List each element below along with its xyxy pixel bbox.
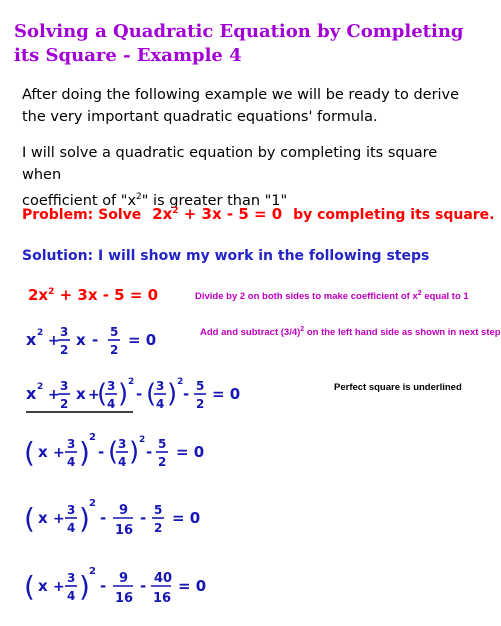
svg-text:= 0: = 0 [176,443,205,461]
svg-text:= 0: = 0 [172,509,201,527]
svg-text:2: 2 [89,498,96,509]
intro-paragraph: After doing the following example we will be ready to derive the very important quadratic equations' formula. [22,87,460,125]
method-line-1: I will solve a quadratic equation by completing its square when [22,145,438,183]
svg-text:(: ( [146,379,157,409]
svg-text:x: x [38,509,48,527]
svg-text:4: 4 [156,397,165,411]
svg-text:5: 5 [158,437,167,451]
step2-equation [20,318,200,362]
step1-equation: $2x^2 + 3x - 5 = 0$ [28,286,159,304]
svg-text:2: 2 [110,343,119,357]
solution-heading: Solution: I will show my work in the following steps [22,248,430,264]
problem-statement: Problem: Solve $2x^2 + 3x - 5 = 0$ by completing its square. [22,205,495,223]
svg-text:= 0: = 0 [128,331,157,349]
step2-note: Add and subtract $(3/4)^2$ on the left hand side as shown in next step [200,326,501,339]
svg-text:-: - [140,509,147,527]
svg-text:16: 16 [115,591,134,606]
svg-text:+: + [53,511,65,527]
svg-text:): ) [79,570,90,603]
svg-text:4: 4 [118,455,127,469]
svg-text:-: - [183,385,190,403]
svg-text:2: 2 [177,377,184,387]
svg-text:5: 5 [154,503,163,517]
svg-text:+: + [48,333,60,349]
svg-text:+: + [53,579,65,595]
step6-equation [20,562,240,616]
step3-note: Perfect square is underlined [334,382,462,393]
svg-text:2: 2 [196,397,205,411]
svg-text:2: 2 [60,397,69,411]
svg-text:-: - [100,577,107,595]
svg-text:2: 2 [139,435,146,445]
svg-text:(: ( [24,502,35,535]
svg-text:(: ( [24,570,35,603]
svg-text:3: 3 [107,379,116,393]
svg-text:2: 2 [60,343,69,357]
svg-text:= 0: = 0 [212,385,241,403]
svg-text:3: 3 [60,379,69,393]
svg-text:): ) [129,437,140,467]
svg-text:-: - [146,443,153,461]
svg-text:3: 3 [67,571,76,585]
svg-text:4: 4 [67,589,76,603]
svg-text:2: 2 [37,328,44,338]
svg-text:3: 3 [118,437,127,451]
svg-text:): ) [167,379,178,409]
svg-text:(: ( [97,379,108,409]
svg-text:-: - [140,577,147,595]
svg-text:4: 4 [67,521,76,535]
svg-text:2: 2 [37,382,44,392]
svg-text:(: ( [24,436,35,469]
step1-note: Divide by 2 on both sides to make coefficient of $x^2$ equal to 1 [195,290,469,303]
svg-text:4: 4 [107,397,116,411]
svg-text:-: - [136,385,143,403]
svg-text:-: - [100,509,107,527]
svg-text:x: x [76,385,86,403]
svg-text:4: 4 [67,455,76,469]
problem-equation: $2x^2 + 3x - 5 = 0$ [152,205,283,223]
svg-text:5: 5 [110,325,119,339]
svg-text:-: - [98,443,105,461]
svg-text:(: ( [108,437,119,467]
svg-text:16: 16 [153,591,172,606]
svg-text:+: + [48,387,60,403]
svg-text:= 0: = 0 [178,577,207,595]
step5-equation [20,494,240,546]
svg-text:3: 3 [156,379,165,393]
method-paragraph [22,142,462,212]
svg-text:2: 2 [158,455,167,469]
svg-text:x: x [38,443,48,461]
svg-text:16: 16 [115,523,134,538]
svg-text:+: + [53,445,65,461]
svg-text:x: x [26,330,37,349]
svg-text:): ) [79,502,90,535]
method-line-2: coefficient of "$x^2$" is greater than "1" [22,192,288,209]
svg-text:x: x [26,384,37,403]
step4-equation [20,428,240,478]
svg-text:9: 9 [119,503,129,518]
svg-text:40: 40 [154,571,173,586]
svg-text:2: 2 [128,377,135,387]
svg-text:3: 3 [67,503,76,517]
svg-text:2: 2 [154,521,163,535]
svg-text:x: x [38,577,48,595]
svg-text:2: 2 [89,566,96,577]
step3-equation [20,372,240,418]
page-title: Solving a Quadratic Equation by Completing its Square - Example 4 [14,21,464,66]
svg-text:+: + [88,387,100,403]
svg-text:): ) [118,379,129,409]
svg-text:2: 2 [89,432,96,443]
svg-text:x: x [76,331,86,349]
svg-text:-: - [92,331,99,349]
svg-text:5: 5 [196,379,205,393]
svg-text:3: 3 [67,437,76,451]
svg-text:): ) [79,436,90,469]
svg-text:3: 3 [60,325,69,339]
svg-text:9: 9 [119,571,129,586]
